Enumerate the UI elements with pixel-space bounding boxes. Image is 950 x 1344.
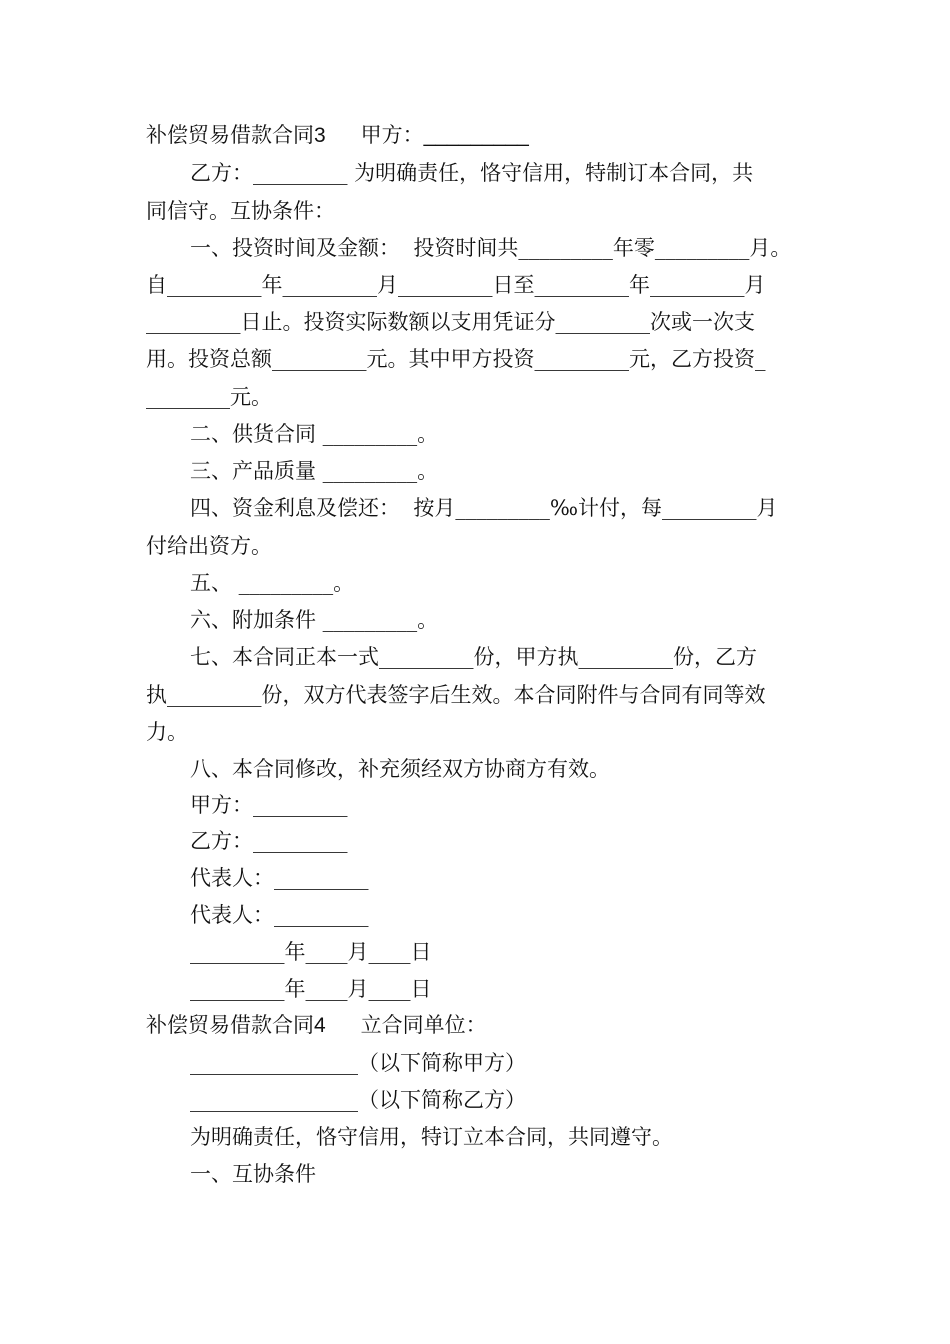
contract-3-title-line: 补偿贸易借款合同3 甲方：_________ [146,124,529,147]
signature-party-b: 乙方：_________ [190,829,348,853]
clause-1-line: 自_________年_________月_________日至_________年_________月 [146,273,766,297]
clause-8-line: 八、本合同修改，补充须经双方协商方有效。 [190,757,610,781]
clause-5-line: 五、 _________。 [190,571,355,595]
signature-representative: 代表人：_________ [190,903,369,927]
section-heading: 一、互协条件 [190,1162,316,1186]
clause-4-line: 付给出资方。 [146,534,272,558]
paragraph-line: 同信守。互协条件： [146,199,335,223]
clause-1-line: _________日止。投资实际数额以支用凭证分_________次或一次支 [146,310,755,334]
paragraph-line: 为明确责任，恪守信用，特订立本合同，共同遵守。 [190,1125,673,1149]
clause-3-line: 三、产品质量 _________。 [190,459,439,483]
party-a-line: ________________（以下简称甲方） [190,1051,526,1075]
date-line: _________年____月____日 [190,977,432,1001]
clause-1-line: 一、投资时间及金额： 投资时间共_________年零_________月。 [190,236,792,260]
date-line: _________年____月____日 [190,940,432,964]
party-b-line: ________________（以下简称乙方） [190,1088,526,1112]
clause-1-line: ________元。 [146,385,272,409]
signature-representative: 代表人：_________ [190,866,369,890]
clause-7-line: 执_________份，双方代表签字后生效。本合同附件与合同有同等效 [146,683,766,707]
clause-7-line: 力。 [146,720,188,744]
clause-7-line: 七、本合同正本一式_________份，甲方执_________份，乙方 [190,645,757,669]
clause-4-line: 四、资金利息及偿还： 按月_________‰计付，每_________月 [190,496,778,520]
contract-4-title-line: 补偿贸易借款合同4 立合同单位： [146,1014,487,1037]
clause-6-line: 六、附加条件 _________。 [190,608,439,632]
clause-2-line: 二、供货合同 _________。 [190,422,439,446]
paragraph-line: 乙方：_________ 为明确责任，恪守信用，特制订本合同，共 [190,161,754,185]
signature-party-a: 甲方：_________ [190,793,348,817]
clause-1-line: 用。投资总额_________元。其中甲方投资_________元，乙方投资_ [146,347,766,371]
